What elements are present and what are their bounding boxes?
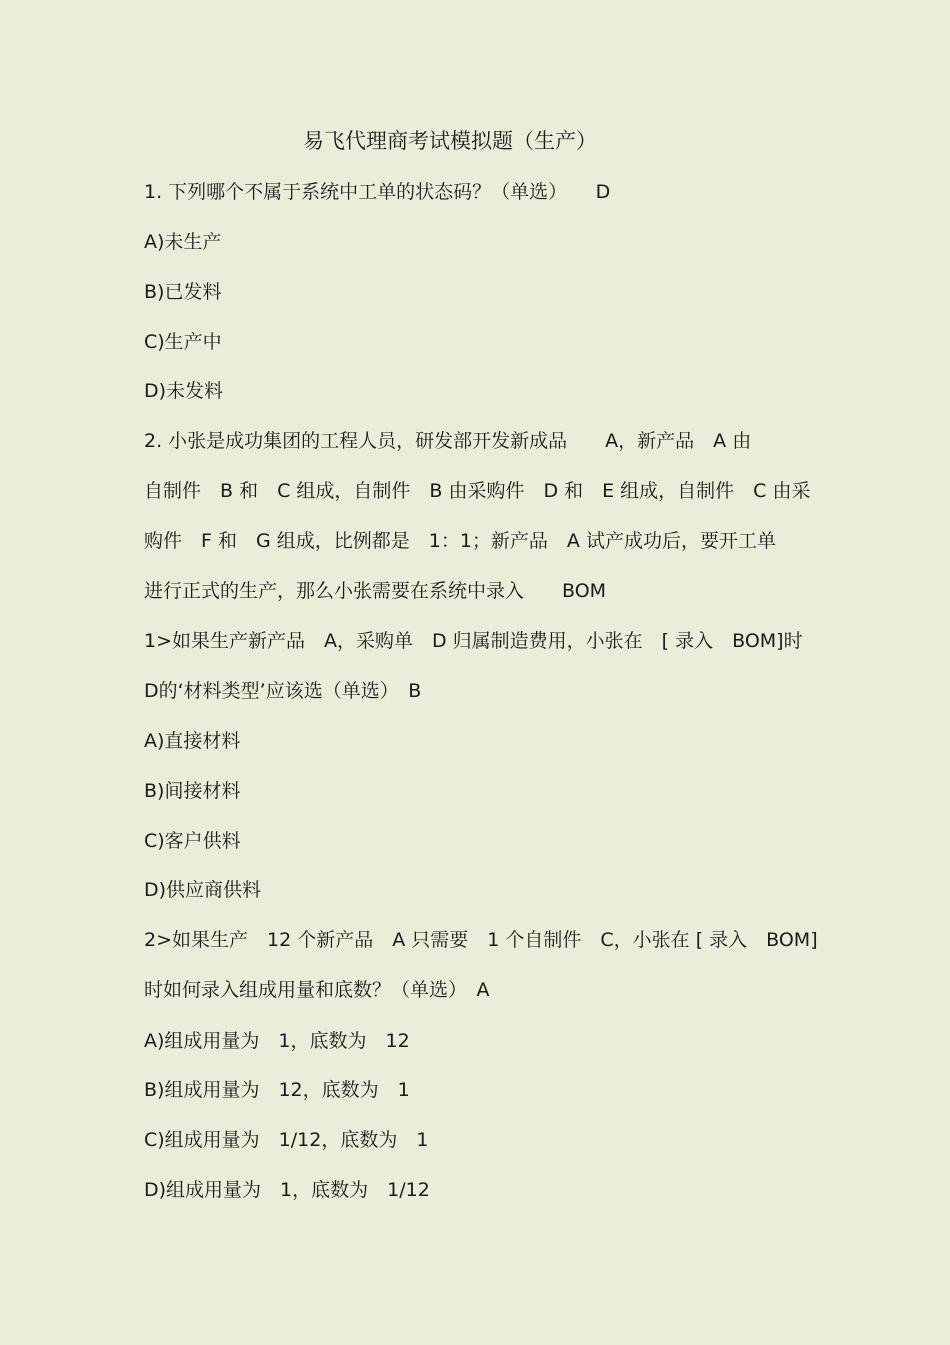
q1-option-d: D)未发料 bbox=[144, 380, 224, 402]
question-2-line-1: 2. 小张是成功集团的工程人员，研发部开发新成品 A，新产品 A 由 bbox=[144, 430, 752, 452]
q1-option-b: B)已发料 bbox=[144, 281, 222, 303]
question-2-line-3: 购件 F 和 G 组成，比例都是 1：1；新产品 A 试产成功后，要开工单 bbox=[144, 530, 776, 552]
sq1-option-c: C)客户供料 bbox=[144, 830, 241, 852]
sq1-option-d: D)供应商供料 bbox=[144, 879, 262, 901]
question-2-line-4: 进行正式的生产，那么小张需要在系统中录入 BOM bbox=[144, 580, 607, 602]
sq1-option-a: A)直接材料 bbox=[144, 730, 241, 752]
question-1: 1. 下列哪个不属于系统中工单的状态码？（单选） D bbox=[144, 181, 611, 203]
q1-option-a: A)未生产 bbox=[144, 231, 222, 253]
document-title: 易飞代理商考试模拟题（生产） bbox=[303, 129, 597, 153]
sq2-option-c: C)组成用量为 1/12，底数为 1 bbox=[144, 1129, 429, 1151]
q1-option-c: C)生产中 bbox=[144, 331, 222, 353]
subquestion-2-line-2: 时如何录入组成用量和底数？（单选） A bbox=[144, 979, 490, 1001]
sq2-option-d: D)组成用量为 1，底数为 1/12 bbox=[144, 1179, 430, 1201]
sq1-option-b: B)间接材料 bbox=[144, 780, 241, 802]
sq2-option-b: B)组成用量为 12，底数为 1 bbox=[144, 1079, 410, 1101]
question-2-line-2: 自制件 B 和 C 组成，自制件 B 由采购件 D 和 E 组成，自制件 C 由采 bbox=[144, 480, 811, 502]
sq2-option-a: A)组成用量为 1，底数为 12 bbox=[144, 1030, 410, 1052]
subquestion-2-line-1: 2>如果生产 12 个新产品 A 只需要 1 个自制件 C，小张在 [ 录入 BOM] bbox=[144, 929, 818, 951]
subquestion-1-line-1: 1>如果生产新产品 A，采购单 D 归属制造费用，小张在 [ 录入 BOM]时 bbox=[144, 630, 803, 652]
subquestion-1-line-2: D的‘材料类型’应该选（单选） B bbox=[144, 680, 422, 702]
